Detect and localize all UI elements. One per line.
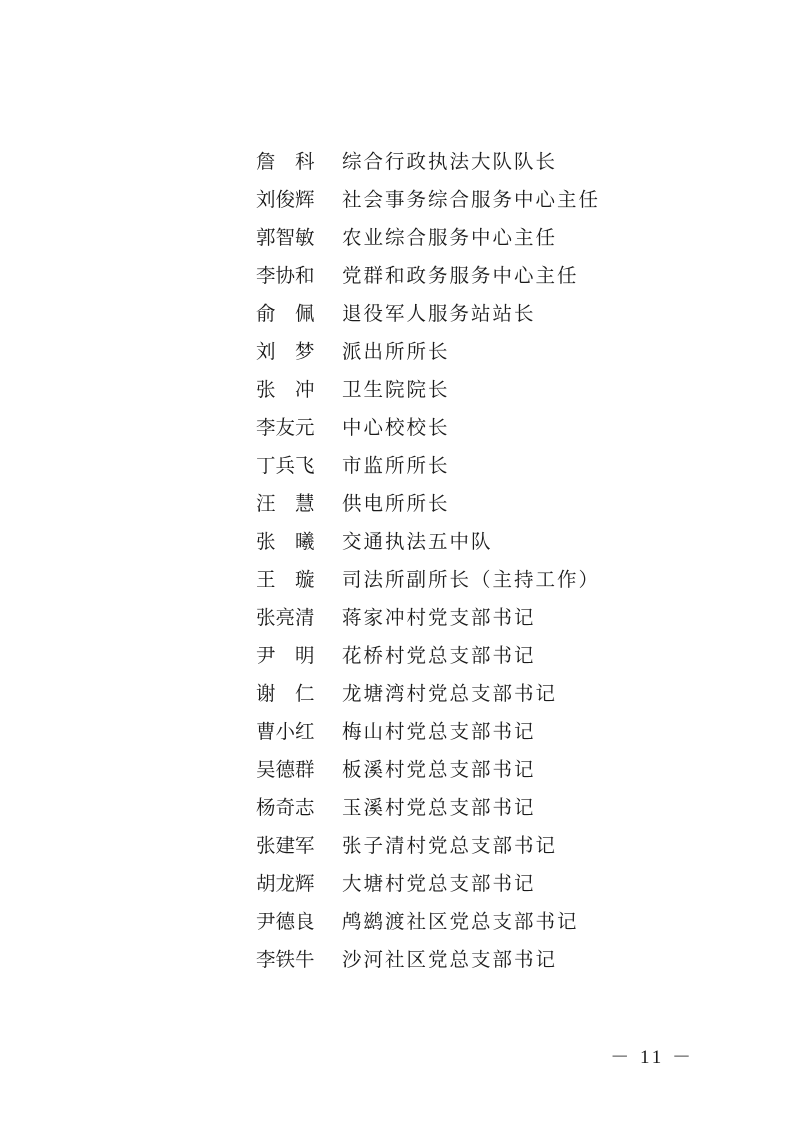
member-title: 退役军人服务站站长 [342, 302, 536, 325]
member-name: 王 璇 [256, 568, 315, 591]
member-title: 司法所副所长（主持工作） [342, 568, 601, 591]
list-item [256, 295, 676, 333]
member-title: 交通执法五中队 [342, 530, 493, 553]
member-title: 供电所所长 [342, 492, 450, 515]
list-item [256, 827, 676, 865]
list-item [256, 409, 676, 447]
member-title: 社会事务综合服务中心主任 [342, 188, 601, 211]
member-name: 谢 仁 [256, 682, 315, 705]
list-item [256, 333, 676, 371]
member-name: 詹 科 [256, 150, 315, 173]
member-name: 吴德群 [256, 758, 315, 781]
member-name: 李友元 [256, 416, 315, 439]
member-title: 农业综合服务中心主任 [342, 226, 558, 249]
member-title: 蒋家冲村党支部书记 [342, 606, 536, 629]
page-number: － 11 － [610, 1047, 694, 1068]
member-title: 市监所所长 [342, 454, 450, 477]
list-item [256, 371, 676, 409]
member-name: 尹德良 [256, 910, 315, 933]
list-item [256, 561, 676, 599]
member-name: 张建军 [256, 834, 315, 857]
list-item [256, 143, 676, 181]
member-title: 综合行政执法大队队长 [342, 150, 558, 173]
member-name: 刘俊辉 [256, 188, 315, 211]
member-title: 板溪村党总支部书记 [342, 758, 536, 781]
list-item [256, 181, 676, 219]
member-list [256, 143, 676, 979]
list-item [256, 637, 676, 675]
list-item [256, 219, 676, 257]
member-name: 张亮清 [256, 606, 315, 629]
list-item [256, 257, 676, 295]
member-name: 李协和 [256, 264, 315, 287]
member-title: 花桥村党总支部书记 [342, 644, 536, 667]
member-title: 张子清村党总支部书记 [342, 834, 558, 857]
list-item [256, 865, 676, 903]
member-title: 大塘村党总支部书记 [342, 872, 536, 895]
member-title: 沙河社区党总支部书记 [342, 948, 558, 971]
list-item [256, 599, 676, 637]
member-name: 刘 梦 [256, 340, 315, 363]
member-title: 中心校校长 [342, 416, 450, 439]
member-name: 李铁牛 [256, 948, 315, 971]
member-name: 张 曦 [256, 530, 315, 553]
member-name: 张 冲 [256, 378, 315, 401]
member-name: 杨奇志 [256, 796, 315, 819]
member-title: 鸬鹚渡社区党总支部书记 [342, 910, 579, 933]
list-item [256, 789, 676, 827]
member-name: 胡龙辉 [256, 872, 315, 895]
list-item [256, 941, 676, 979]
member-title: 玉溪村党总支部书记 [342, 796, 536, 819]
list-item [256, 485, 676, 523]
member-title: 梅山村党总支部书记 [342, 720, 536, 743]
member-name: 汪 慧 [256, 492, 315, 515]
member-name: 曹小红 [256, 720, 315, 743]
member-title: 派出所所长 [342, 340, 450, 363]
list-item [256, 523, 676, 561]
list-item [256, 447, 676, 485]
list-item [256, 751, 676, 789]
list-item [256, 903, 676, 941]
member-name: 郭智敏 [256, 226, 315, 249]
member-name: 俞 佩 [256, 302, 315, 325]
list-item [256, 713, 676, 751]
list-item [256, 675, 676, 713]
member-title: 龙塘湾村党总支部书记 [342, 682, 558, 705]
member-name: 尹 明 [256, 644, 315, 667]
member-title: 党群和政务服务中心主任 [342, 264, 579, 287]
member-name: 丁兵飞 [256, 454, 315, 477]
member-title: 卫生院院长 [342, 378, 450, 401]
